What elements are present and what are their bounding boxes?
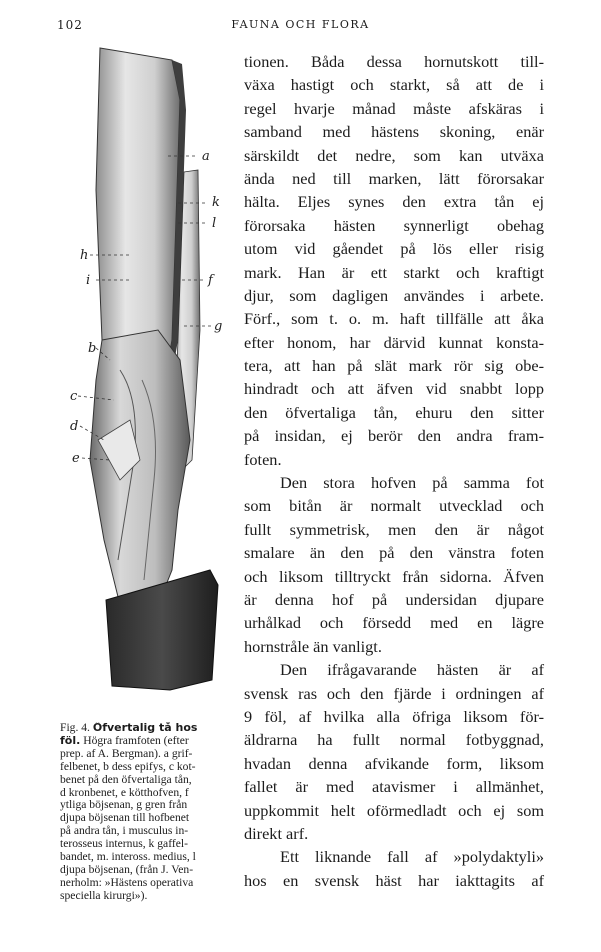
- text-line: urhålkad och försedd med en lägre: [244, 613, 544, 633]
- text-line: hindradt och att äfven vid snabbt lopp: [244, 379, 544, 399]
- caption-line: nerholm: »Hästens operativa: [60, 876, 194, 889]
- caption-line: d kronbenet, e kötthofven, f: [60, 786, 189, 799]
- text-line: utom vid gåendet på lös eller risig: [244, 239, 544, 259]
- text-line: ända ned till marken, lätt förorsakar: [244, 168, 544, 188]
- caption-line: speciella kirurgi»).: [60, 889, 148, 902]
- text-line: mark. Han är ett starkt och kraftigt: [244, 262, 544, 282]
- caption-line: bandet, m. inteross. medius, l: [60, 851, 196, 864]
- page-number: 102: [57, 18, 83, 32]
- label-b: b: [88, 341, 97, 356]
- text-line: särskildt det nedre, som kan utväxa: [244, 145, 544, 165]
- label-i: i: [86, 273, 91, 288]
- text-line: hvadan denna afvikande form, liksom: [244, 753, 544, 773]
- text-line: regel hvarje månad måste afskäras i: [244, 98, 544, 118]
- caption-line: terosseus internus, k gaffel-: [60, 838, 188, 851]
- text-line: direkt arf.: [244, 823, 309, 843]
- label-g: g: [214, 319, 223, 334]
- text-line: Ett liknande fall af »polydaktyli»: [280, 847, 544, 867]
- text-line: svensk ras och den fjärde i ordningen af: [244, 683, 544, 703]
- text-line: 9 föl, af hvilka alla öfriga liksom för-: [244, 706, 544, 726]
- text-line: hornstråle än vanligt.: [244, 636, 382, 656]
- page-header: [0, 18, 601, 38]
- label-a: a: [202, 149, 210, 164]
- text-line: växa hastigt och starkt, så att de i: [244, 75, 544, 95]
- figure-number: Fig. 4.: [60, 722, 90, 734]
- label-c: c: [70, 389, 78, 404]
- figure-title: Öfvertalig tå hos: [92, 722, 198, 734]
- text-line: och liksom tilltryckt från sidorna. Äfven: [244, 566, 544, 586]
- text-line: tionen. Båda dessa hornutskott till-: [244, 52, 544, 71]
- text-line: djur, som dagligen användes i arbete.: [244, 285, 544, 305]
- text-line: som bitån är normalt utvecklad och: [244, 496, 544, 516]
- horse-foreleg-drawing: [60, 40, 242, 710]
- label-l: l: [212, 216, 217, 231]
- caption-line: djupa böjsenan, (från J. Ven-: [60, 863, 194, 876]
- caption-line: ytliga böjsenan, g gren från: [60, 799, 188, 812]
- text-line: hos en svensk häst har iakttagits af: [244, 870, 544, 890]
- text-line: den öfvertaliga tån, ehuru den sitter: [244, 402, 544, 422]
- text-line: Förf., som t. o. m. haft tillfälle att åka: [244, 309, 544, 329]
- pastern: [90, 330, 190, 605]
- text-line: förorsaka hästen synnerligt obehag: [244, 215, 544, 235]
- text-line: äldrarna ha fullt normal fotbyggnad,: [244, 730, 544, 750]
- caption-line: [60, 735, 240, 748]
- text-line: efter honom, har därvid kunnat konsta-: [244, 332, 544, 352]
- caption-line: på andra tån, i musculus in-: [60, 825, 189, 838]
- text-line: fallet är med atavismer i allmänhet,: [244, 777, 544, 797]
- running-head: FAUNA OCH FLORA: [231, 18, 370, 31]
- text-line: smalare än den på den vänstra foten: [244, 543, 544, 563]
- caption-line: benet på den öfvertaliga tån,: [60, 773, 192, 786]
- anatomical-illustration: [60, 40, 242, 710]
- label-k: k: [212, 195, 220, 210]
- text-line: Den stora hofven på samma fot: [280, 473, 544, 493]
- label-h: h: [80, 248, 89, 263]
- text-line: samband med hästens skoning, enär: [244, 122, 544, 142]
- body-text-column: [244, 50, 544, 892]
- text-line: på insidan, ej berör den andra fram-: [244, 426, 544, 446]
- text-line: Den ifrågavarande hästen är af: [280, 660, 544, 680]
- text-line: tera, att han på slät mark rör sig obe-: [244, 356, 544, 376]
- text-line: fullt symmetrisk, men den är något: [244, 519, 544, 539]
- figure-caption: [60, 722, 240, 903]
- caption-text: Högra framfoten (efter: [83, 734, 189, 747]
- text-line: foten.: [244, 449, 282, 469]
- figure-title-cont: föl.: [60, 734, 81, 747]
- caption-line: djupa böjsenan till hofbenet: [60, 812, 190, 825]
- text-line: hälta. Eljes synes den extra tån ej: [244, 192, 544, 212]
- text-line: är denna hof på undersidan djupare: [244, 589, 544, 609]
- caption-line: felbenet, b dess epifys, c kot-: [60, 760, 196, 773]
- label-f: f: [208, 273, 213, 288]
- label-d: d: [70, 419, 79, 434]
- text-line: uppkommit helt oförmedladt och ej som: [244, 800, 544, 820]
- caption-line: prep. af A. Bergman). a grif-: [60, 747, 193, 760]
- caption-title-line: [60, 722, 240, 735]
- label-e: e: [72, 451, 80, 466]
